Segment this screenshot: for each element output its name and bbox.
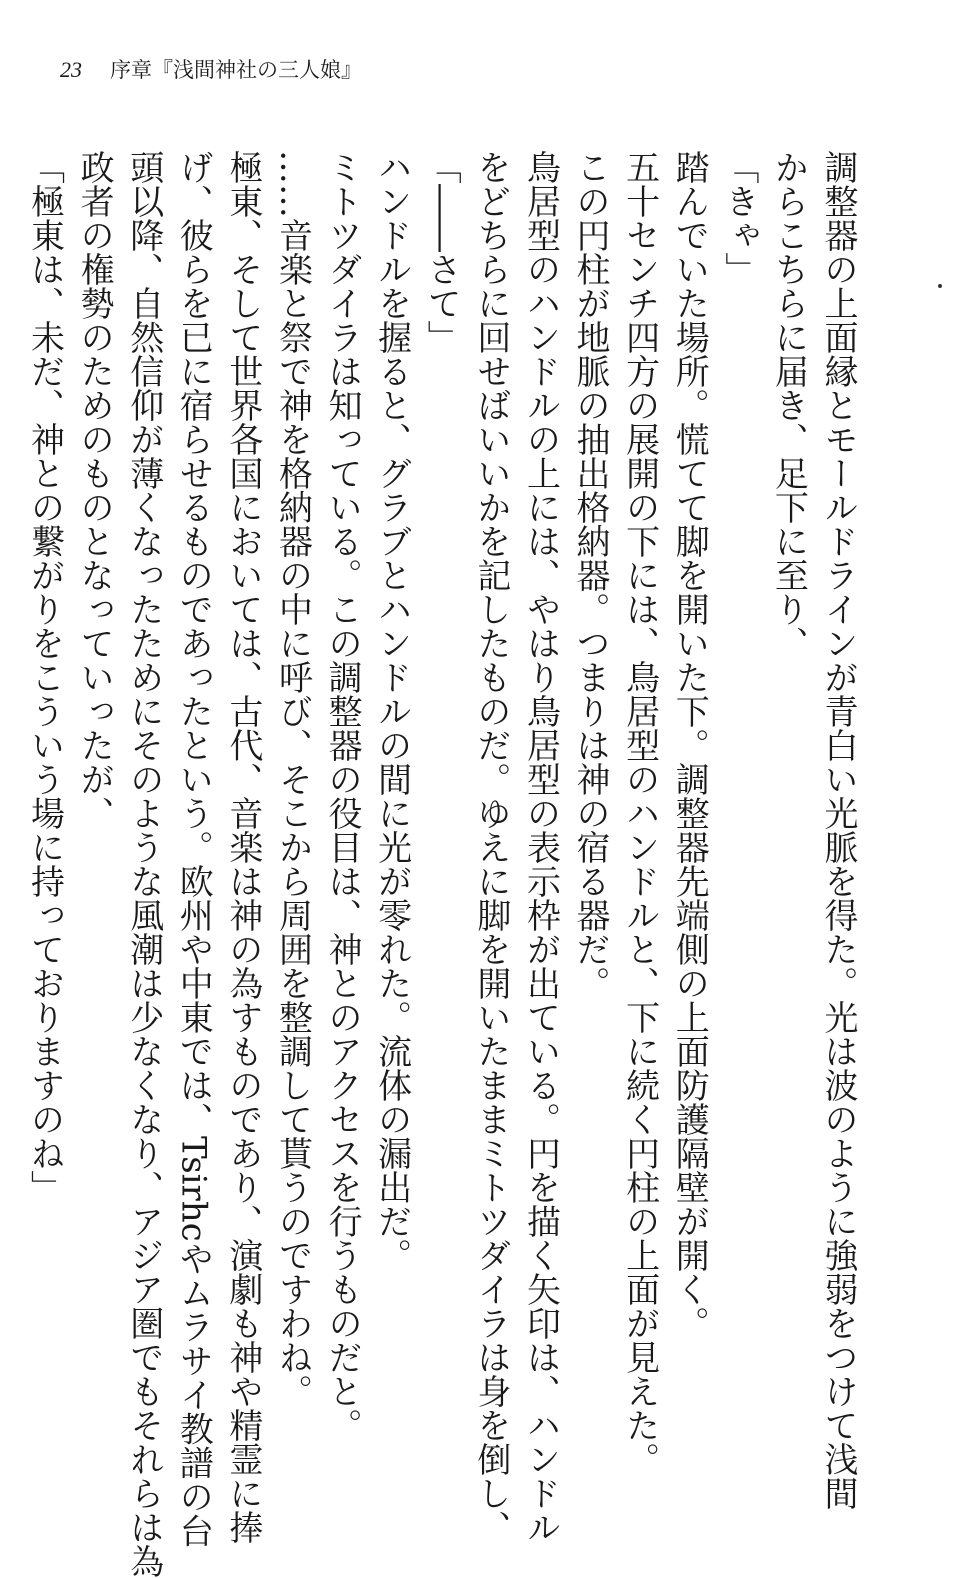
text-line: 「極東は、未だ、神との繋がりをこういう場に持っておりますのね」 (24, 150, 65, 1204)
text-line: 「きゃ」 (718, 150, 759, 286)
text-line: げ、彼らを已に宿らせるものであったという。欧州や中東では、Tsirhcやムラサイ教譜の台 (173, 150, 214, 1548)
text-line: ミトツダイラは知っている。この調整器の役目は、神とのアクセスを行うものだと。 (322, 150, 363, 1442)
text-line: 鳥居型のハンドルの上には、やはり鳥居型の表示枠が出ている。円を描く矢印は、ハンドル (520, 150, 561, 1544)
running-header (60, 54, 362, 88)
ink-dot (938, 284, 942, 288)
text-line: この円柱が地脈の抽出格納器。つまりは神の宿る器だ。 (570, 150, 611, 1000)
vertical-body-text (24, 150, 862, 1578)
text-line: ハンドルを握ると、グラブとハンドルの間に光が零れた。流体の漏出だ。 (371, 150, 412, 1272)
text-line: をどちらに回せばいいかを記したものだ。ゆえに脚を開いたままミトツダイラは身を倒し、 (470, 150, 511, 1544)
text-line: からこちらに届き、足下に至り、 (768, 150, 809, 660)
page-number: 23 (60, 57, 82, 82)
text-line: 踏んでいた場所。慌てて脚を開いた下。調整器先端側の上面防護隔壁が開く。 (669, 150, 710, 1340)
text-line: 極東、そして世界各国においては、古代、音楽は神の為すものであり、演劇も神や精霊に捧 (222, 150, 263, 1544)
text-line: ……音楽と祭で神を格納器の中に呼び、そこから周囲を整調して貰うのですわね。 (272, 150, 313, 1408)
text-line: 政者の権勢のためのものとなっていったが、 (74, 150, 115, 830)
chapter-title: 序章『浅間神社の三人娘』 (110, 58, 362, 82)
text-line: 「――さて」 (421, 150, 462, 354)
text-line: 五十センチ四方の展開の下には、鳥居型のハンドルと、下に続く円柱の上面が見えた。 (619, 150, 660, 1476)
text-line: 調整器の上面縁とモールドラインが青白い光脈を得た。光は波のように強弱をつけて浅間 (818, 150, 858, 1510)
text-line: 頭以降、自然信仰が薄くなったためにそのような風潮は少なくなり、アジア圏でもそれらは為 (123, 150, 164, 1578)
